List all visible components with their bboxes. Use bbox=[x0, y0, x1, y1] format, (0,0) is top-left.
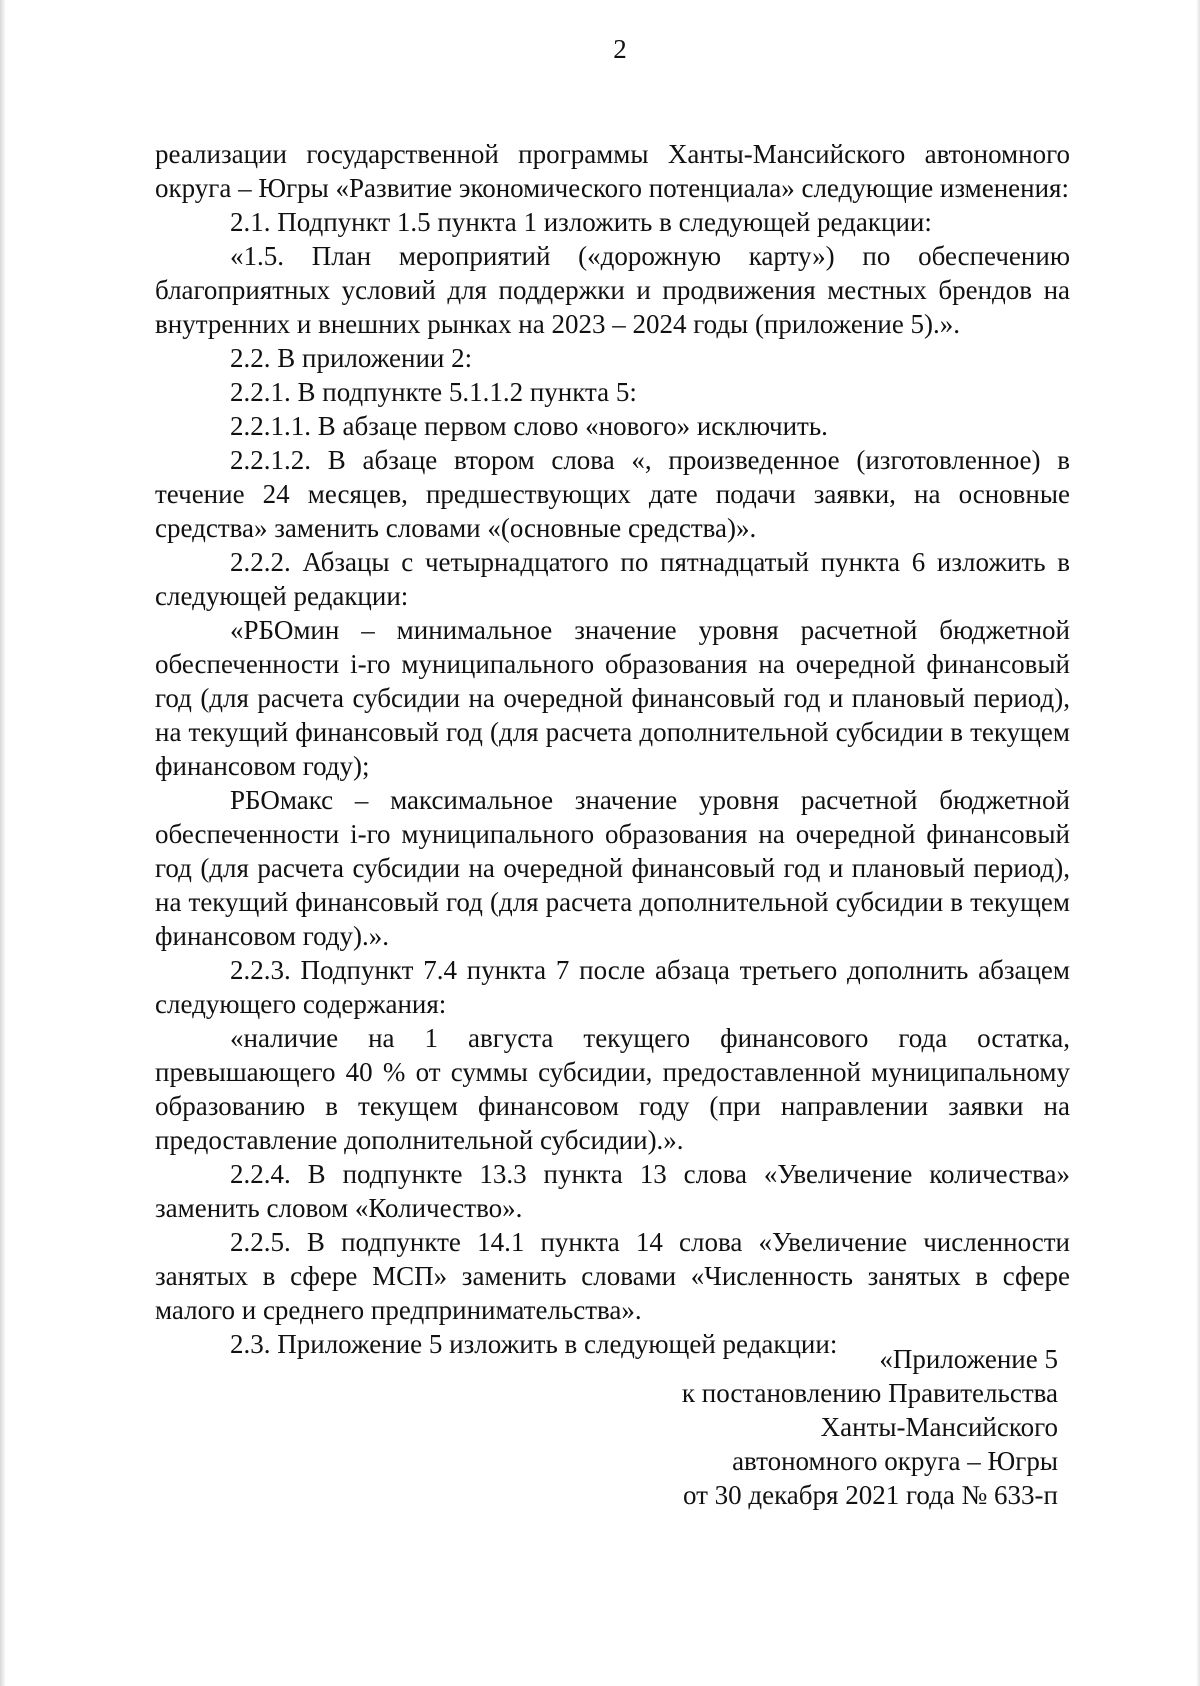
paragraph: 2.2.1.2. В абзаце втором слова «, произведенное (изготовленное) в течение 24 месяцев, предшествующих дате подачи заявки, на основные средства» заменить словами «(основные средства)». bbox=[155, 445, 1070, 543]
paragraph: 2.2. В приложении 2: bbox=[230, 343, 473, 373]
appendix-reference-line: к постановлению Правительства bbox=[681, 1378, 1058, 1408]
appendix-reference-line: автономного округа – Югры bbox=[732, 1446, 1058, 1476]
paragraph: 2.2.5. В подпункте 14.1 пункта 14 слова «Увеличение численности занятых в сфере МСП» заменить словами «Численность занятых в сфере малого и среднего предпринимательства». bbox=[155, 1227, 1070, 1325]
appendix-reference-line: от 30 декабря 2021 года № 633-п bbox=[682, 1480, 1058, 1510]
paragraph: 2.2.2. Абзацы с четырнадцатого по пятнадцатый пункта 6 изложить в следующей редакции: bbox=[155, 547, 1070, 611]
scan-edge-left bbox=[0, 0, 6, 1686]
paragraph: «1.5. План мероприятий («дорожную карту») по обеспечению благоприятных условий для поддержки и продвижения местных брендов на внутренних и внешних рынках на 2023 – 2024 годы (приложение 5).». bbox=[155, 241, 1070, 339]
appendix-reference-line: Ханты-Мансийского bbox=[820, 1412, 1058, 1442]
paragraph: 2.2.1. В подпункте 5.1.1.2 пункта 5: bbox=[230, 377, 637, 407]
appendix-reference-block bbox=[538, 1342, 1058, 1512]
paragraph: 2.2.3. Подпункт 7.4 пункта 7 после абзаца третьего дополнить абзацем следующего содержания: bbox=[155, 955, 1070, 1019]
page-number: 2 bbox=[613, 34, 627, 64]
document-body bbox=[155, 137, 1070, 1361]
paragraph: 2.1. Подпункт 1.5 пункта 1 изложить в следующей редакции: bbox=[230, 207, 932, 237]
appendix-reference-line: «Приложение 5 bbox=[879, 1344, 1058, 1374]
paragraph: 2.2.1.1. В абзаце первом слово «нового» исключить. bbox=[230, 411, 828, 441]
paragraph: реализации государственной программы Ханты-Мансийского автономного округа – Югры «Развитие экономического потенциала» следующие изменения: bbox=[155, 139, 1070, 203]
paragraph: 2.2.4. В подпункте 13.3 пункта 13 слова «Увеличение количества» заменить словом «Количество». bbox=[155, 1159, 1070, 1223]
paragraph: 2.3. Приложение 5 изложить в следующей редакции: bbox=[230, 1329, 838, 1359]
paragraph: РБОмакс – максимальное значение уровня расчетной бюджетной обеспеченности i-го муниципального образования на очередной финансовый год (для расчета субсидии на очередной финансовый год и плановый период), на текущий финансовый год (для расчета дополнительной субсидии в текущем финансовом году).». bbox=[155, 785, 1070, 951]
paragraph: «РБОмин – минимальное значение уровня расчетной бюджетной обеспеченности i-го муниципального образования на очередной финансовый год (для расчета субсидии на очередной финансовый год и плановый период), на текущий финансовый год (для расчета дополнительной субсидии в текущем финансовом году); bbox=[155, 615, 1070, 781]
paragraph: «наличие на 1 августа текущего финансового года остатка, превышающего 40 % от суммы субсидии, предоставленной муниципальному образованию в текущем финансовом году (при направлении заявки на предоставление дополнительной субсидии).». bbox=[155, 1023, 1070, 1155]
scan-edge-right bbox=[1196, 0, 1200, 1686]
